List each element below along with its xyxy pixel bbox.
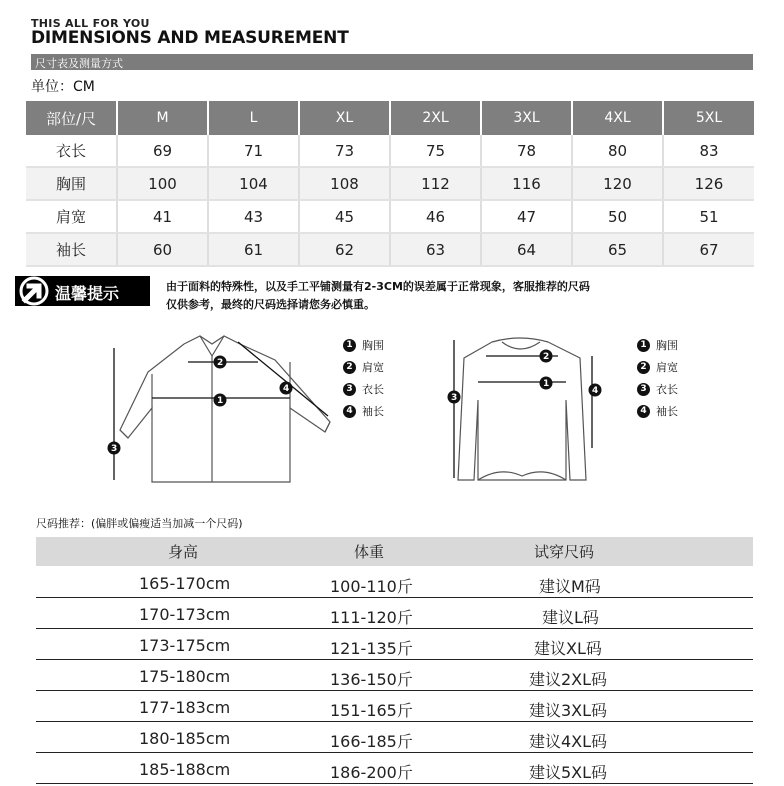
table-cell: 80 bbox=[572, 135, 663, 167]
row-label: 肩宽 bbox=[26, 200, 117, 233]
row-label: 衣长 bbox=[26, 135, 117, 167]
rec-weight: 136-150斤 bbox=[330, 670, 413, 689]
rec-height: 165-170cm bbox=[139, 574, 231, 593]
rec-size: 建议XL码 bbox=[534, 639, 602, 658]
table-cell: 45 bbox=[299, 200, 390, 233]
svg-text:3: 3 bbox=[111, 444, 118, 454]
table-cell: 126 bbox=[663, 167, 754, 200]
table-row bbox=[36, 600, 753, 629]
rec-height: 170-173cm bbox=[139, 605, 231, 624]
rec-size: 建议3XL码 bbox=[529, 701, 608, 720]
banner-label: 尺寸表及测量方式 bbox=[35, 57, 123, 70]
rec-height: 185-188cm bbox=[139, 760, 231, 779]
arrow-icon bbox=[17, 276, 51, 306]
rec-header-size: 试穿尺码 bbox=[534, 543, 595, 561]
legend-number: 4 bbox=[343, 405, 356, 418]
table-cell: 64 bbox=[481, 233, 572, 266]
svg-text:1: 1 bbox=[543, 379, 550, 389]
table-cell: 43 bbox=[208, 200, 299, 233]
legend-number: 1 bbox=[343, 339, 356, 352]
table-row bbox=[36, 693, 753, 722]
table-cell: 112 bbox=[390, 167, 481, 200]
table-cell: 78 bbox=[481, 135, 572, 167]
legend-label: 袖长 bbox=[656, 405, 678, 418]
size-header: M bbox=[117, 101, 208, 135]
svg-text:4: 4 bbox=[283, 384, 290, 394]
corner-header: 部位/尺 bbox=[26, 101, 117, 135]
size-header: 3XL bbox=[481, 101, 572, 135]
svg-text:1: 1 bbox=[217, 396, 224, 406]
table-cell: 63 bbox=[390, 233, 481, 266]
rec-height: 175-180cm bbox=[139, 667, 231, 686]
svg-text:2: 2 bbox=[543, 352, 550, 362]
row-label: 袖长 bbox=[26, 233, 117, 266]
table-cell: 50 bbox=[572, 200, 663, 233]
size-header: 2XL bbox=[390, 101, 481, 135]
legend-number: 3 bbox=[637, 383, 650, 396]
rec-size: 建议5XL码 bbox=[529, 763, 608, 782]
rec-size: 建议2XL码 bbox=[529, 670, 608, 689]
rec-weight: 151-165斤 bbox=[330, 701, 413, 720]
legend-label: 衣长 bbox=[362, 383, 384, 396]
rec-height: 177-183cm bbox=[139, 698, 231, 717]
recommendation-header bbox=[36, 537, 753, 566]
size-table-header bbox=[26, 101, 754, 135]
table-cell: 61 bbox=[208, 233, 299, 266]
table-cell: 108 bbox=[299, 167, 390, 200]
tip-text bbox=[166, 278, 590, 314]
table-cell: 75 bbox=[390, 135, 481, 167]
rec-weight: 186-200斤 bbox=[330, 763, 413, 782]
size-header: 4XL bbox=[572, 101, 663, 135]
tip-line: 仅供参考，最终的尺码选择请您务必慎重。 bbox=[166, 298, 375, 311]
legend-label: 肩宽 bbox=[362, 361, 384, 374]
table-row bbox=[36, 631, 753, 660]
table-cell: 120 bbox=[572, 167, 663, 200]
legend-number: 1 bbox=[637, 339, 650, 352]
table-cell: 47 bbox=[481, 200, 572, 233]
table-row bbox=[36, 569, 753, 598]
size-header: L bbox=[208, 101, 299, 135]
size-table bbox=[26, 101, 754, 267]
rec-header-weight: 体重 bbox=[354, 543, 385, 561]
rec-weight: 121-135斤 bbox=[330, 639, 413, 658]
legend-item bbox=[343, 334, 384, 356]
table-cell: 100 bbox=[117, 167, 208, 200]
rec-weight: 166-185斤 bbox=[330, 732, 413, 751]
table-cell: 104 bbox=[208, 167, 299, 200]
sweater-legend bbox=[637, 334, 678, 422]
legend-item bbox=[637, 400, 678, 422]
tip-line: 由于面料的特殊性，以及手工平铺测量有2-3CM的误差属于正常现象，客服推荐的尺码 bbox=[166, 280, 590, 293]
size-header: 5XL bbox=[663, 101, 754, 135]
table-row bbox=[36, 755, 753, 784]
legend-number: 2 bbox=[637, 361, 650, 374]
table-row bbox=[26, 135, 754, 167]
legend-label: 胸围 bbox=[362, 339, 384, 352]
tip-label: 温馨提示 bbox=[55, 284, 120, 303]
legend-item bbox=[343, 400, 384, 422]
legend-item bbox=[637, 334, 678, 356]
shirt-legend bbox=[343, 334, 384, 422]
table-cell: 51 bbox=[663, 200, 754, 233]
rec-size: 建议4XL码 bbox=[529, 732, 608, 751]
legend-item bbox=[343, 356, 384, 378]
table-cell: 67 bbox=[663, 233, 754, 266]
table-row bbox=[26, 167, 754, 200]
table-cell: 71 bbox=[208, 135, 299, 167]
legend-number: 4 bbox=[637, 405, 650, 418]
table-cell: 60 bbox=[117, 233, 208, 266]
table-cell: 83 bbox=[663, 135, 754, 167]
table-cell: 41 bbox=[117, 200, 208, 233]
legend-label: 肩宽 bbox=[656, 361, 678, 374]
dress-shirt-diagram bbox=[100, 330, 340, 490]
sweater-diagram bbox=[440, 330, 620, 490]
legend-item bbox=[343, 378, 384, 400]
subtitle: THIS ALL FOR YOU bbox=[31, 17, 150, 30]
legend-label: 胸围 bbox=[656, 339, 678, 352]
rec-size: 建议L码 bbox=[542, 608, 599, 627]
recommendation-list bbox=[36, 569, 753, 786]
legend-number: 3 bbox=[343, 383, 356, 396]
rec-header-height: 身高 bbox=[168, 543, 199, 561]
svg-text:2: 2 bbox=[217, 358, 224, 368]
legend-item bbox=[637, 378, 678, 400]
table-row bbox=[36, 724, 753, 753]
svg-text:3: 3 bbox=[451, 393, 458, 403]
legend-label: 袖长 bbox=[362, 405, 384, 418]
rec-height: 180-185cm bbox=[139, 729, 231, 748]
banner bbox=[31, 54, 753, 70]
size-header: XL bbox=[299, 101, 390, 135]
legend-number: 2 bbox=[343, 361, 356, 374]
rec-size: 建议M码 bbox=[539, 577, 601, 596]
table-cell: 46 bbox=[390, 200, 481, 233]
svg-text:4: 4 bbox=[592, 386, 599, 396]
rec-height: 173-175cm bbox=[139, 636, 231, 655]
recommendation-title: 尺码推荐：(偏胖或偏瘦适当加减一个尺码) bbox=[36, 517, 243, 530]
table-row bbox=[36, 662, 753, 691]
row-label: 胸围 bbox=[26, 167, 117, 200]
unit-label: 单位：CM bbox=[31, 79, 95, 95]
tip-badge bbox=[15, 276, 150, 306]
rec-weight: 100-110斤 bbox=[330, 577, 413, 596]
table-cell: 62 bbox=[299, 233, 390, 266]
table-row bbox=[26, 233, 754, 266]
table-cell: 69 bbox=[117, 135, 208, 167]
table-cell: 116 bbox=[481, 167, 572, 200]
table-cell: 65 bbox=[572, 233, 663, 266]
page-title: DIMENSIONS AND MEASUREMENT bbox=[31, 28, 349, 48]
table-cell: 73 bbox=[299, 135, 390, 167]
legend-item bbox=[637, 356, 678, 378]
rec-weight: 111-120斤 bbox=[330, 608, 413, 627]
legend-label: 衣长 bbox=[656, 383, 678, 396]
table-row bbox=[26, 200, 754, 233]
